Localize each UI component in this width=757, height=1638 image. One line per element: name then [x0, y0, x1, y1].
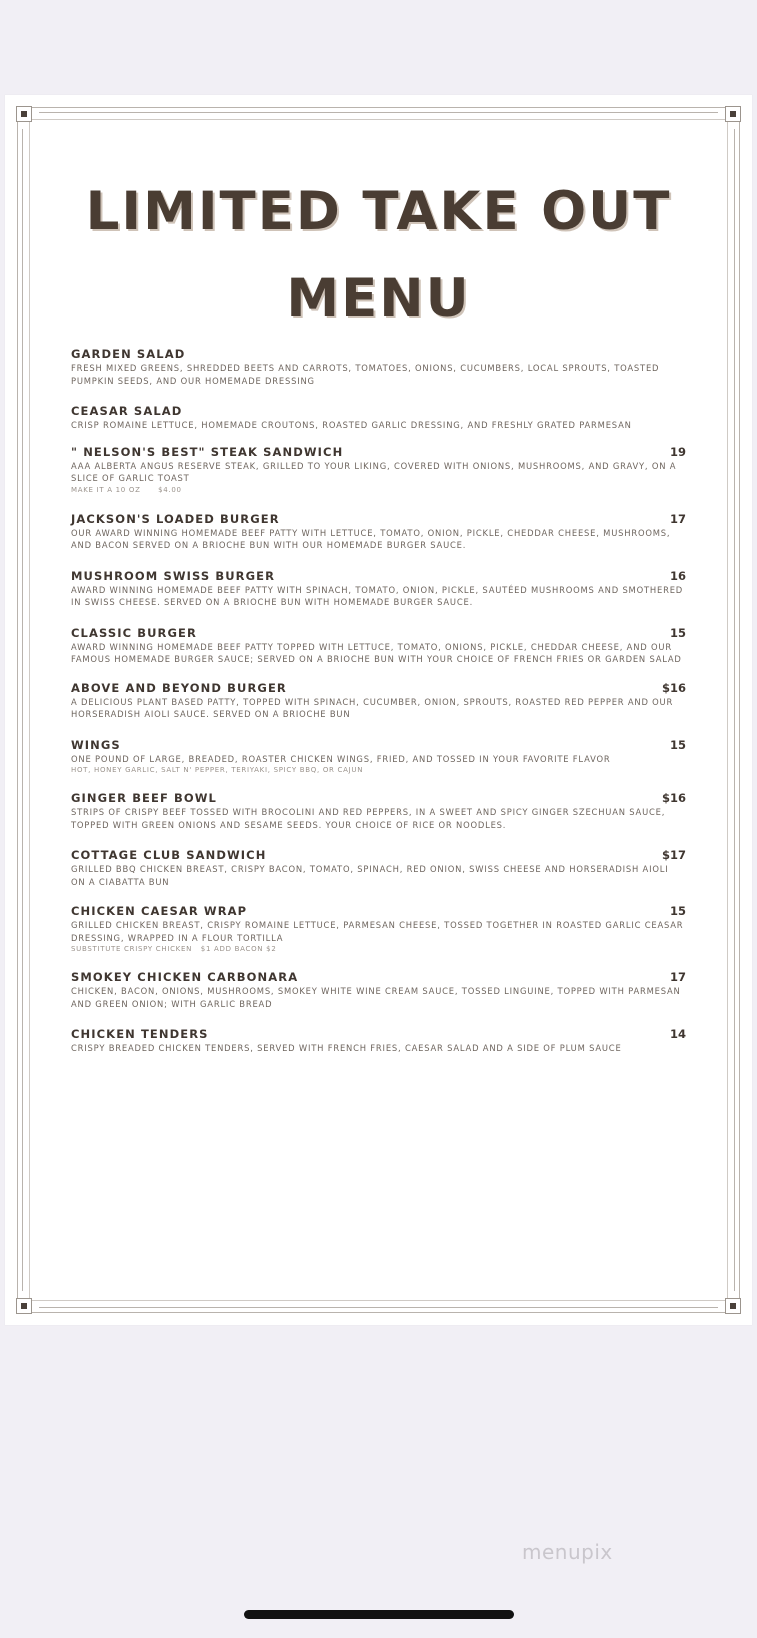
menu-item-description: FRESH MIXED GREENS, SHREDDED BEETS AND CARROTS, TOMATOES, ONIONS, CUCUMBERS, LOCAL SPROUTS, TOASTED PUMPKIN SEEDS, AND OUR HOMEMADE DRESSING — [71, 363, 660, 386]
menu-item — [71, 626, 686, 666]
menu-item-name: SMOKEY CHICKEN CARBONARA — [71, 970, 299, 984]
menu-item-header — [71, 848, 686, 863]
menu-item — [71, 512, 686, 552]
menu-title-line-2: MENU — [286, 268, 471, 329]
menu-item — [71, 970, 686, 1010]
menu-item — [71, 404, 686, 432]
menu-item-header — [71, 738, 686, 753]
menu-item-name: JACKSON'S LOADED BURGER — [71, 511, 280, 526]
watermark: menupix — [522, 1540, 613, 1564]
corner-ornament-top-left — [16, 106, 32, 122]
menu-item-name: CLASSIC BURGER — [71, 625, 197, 640]
menu-item-name: " NELSON'S BEST" STEAK SANDWICH — [71, 444, 344, 459]
menu-item — [71, 347, 686, 387]
menu-page — [5, 95, 752, 1325]
menu-item-extra-option: HOT, HONEY GARLIC, SALT N' PEPPER, TERIYAKI, SPICY BBQ, OR CAJUN — [71, 766, 364, 774]
home-indicator — [244, 1610, 514, 1619]
menu-item-name: MUSHROOM SWISS BURGER — [71, 568, 276, 583]
menu-item-description: CRISP ROMAINE LETTUCE, HOMEMADE CROUTONS, ROASTED GARLIC DRESSING, AND FRESHLY GRATED PARMESAN — [71, 420, 632, 430]
menu-item-header — [71, 347, 686, 362]
corner-ornament-bottom-right — [725, 1298, 741, 1314]
menu-title-line-1: LIMITED TAKE OUT — [85, 181, 672, 242]
menu-item — [71, 738, 686, 777]
menu-item — [71, 681, 686, 721]
menu-item-price: 15 — [669, 904, 686, 918]
menu-item-header — [71, 681, 686, 696]
menu-item-header — [71, 445, 686, 460]
menu-item-header — [71, 1027, 686, 1042]
menu-item-price: $16 — [661, 680, 686, 695]
menu-item-header — [71, 904, 686, 919]
menu-item-price: 15 — [669, 625, 686, 640]
menu-item-price: $17 — [661, 848, 686, 862]
menu-item-price: 15 — [669, 737, 686, 752]
menu-item-price: 19 — [669, 444, 686, 459]
menu-item-name: CHICKEN CAESAR WRAP — [71, 904, 248, 918]
menu-item-price: 14 — [669, 1027, 686, 1041]
menu-item-name: COTTAGE CLUB SANDWICH — [71, 848, 267, 862]
menu-item-header — [71, 626, 686, 641]
menu-item-name: CHICKEN TENDERS — [71, 1027, 209, 1041]
menu-item — [71, 791, 686, 831]
menu-item-name: CEASAR SALAD — [71, 404, 183, 418]
menu-item-price: $16 — [661, 791, 686, 805]
menu-item-header — [71, 970, 686, 985]
menu-item-name: GINGER BEEF BOWL — [71, 791, 217, 805]
menu-item-price: 16 — [669, 568, 686, 583]
menu-item-description: STRIPS OF CRISPY BEEF TOSSED WITH BROCOLINI AND RED PEPPERS, IN A SWEET AND SPICY GINGER SZECHUAN SAUCE, TOPPED WITH GREEN ONIONS AND SESAME SEEDS. YOUR CHOICE OF RICE OR NOODLES. — [71, 807, 666, 830]
menu-item-description: CHICKEN, BACON, ONIONS, MUSHROOMS, SMOKEY WHITE WINE CREAM SAUCE, TOSSED LINGUINE, TOPPED WITH PARMESAN AND GREEN ONION; WITH GARLIC BREAD — [71, 986, 681, 1009]
menu-item-description: CRISPY BREADED CHICKEN TENDERS, SERVED WITH FRENCH FRIES, CAESAR SALAD AND A SIDE OF PLUM SAUCE — [71, 1043, 622, 1053]
menu-item-extra-option: MAKE IT A 10 OZ $4.00 — [71, 485, 182, 494]
menu-item-description: AWARD WINNING HOMEMADE BEEF PATTY WITH SPINACH, TOMATO, ONION, PICKLE, SAUTÉED MUSHROOMS AND SMOTHERED IN SWISS CHEESE. SERVED ON A BRIOCHE BUN WITH HOMEMADE BURGER SAUCE. — [71, 584, 684, 607]
menu-item — [71, 1027, 686, 1055]
menu-item — [71, 569, 686, 609]
menu-item-header — [71, 512, 686, 527]
menu-items-list — [71, 347, 686, 1055]
menu-item-header — [71, 569, 686, 584]
menu-item-header — [71, 791, 686, 806]
menu-item-description: GRILLED CHICKEN BREAST, CRISPY ROMAINE LETTUCE, PARMESAN CHEESE, TOSSED TOGETHER IN ROASTED GARLIC CEASAR DRESSING, WRAPPED IN A FLOUR TORTILLA — [71, 920, 684, 943]
menu-title — [5, 168, 752, 342]
menu-item-price: 17 — [669, 970, 686, 984]
menu-item-description: AWARD WINNING HOMEMADE BEEF PATTY TOPPED WITH LETTUCE, TOMATO, ONIONS, PICKLE, CHEDDAR CHEESE, AND OUR FAMOUS HOMEMADE BURGER SAUCE; SERVED ON A BRIOCHE BUN WITH YOUR CHOICE OF FRENCH FRIES OR GARDEN SALAD — [71, 641, 682, 664]
corner-ornament-top-right — [725, 106, 741, 122]
menu-item-name: ABOVE AND BEYOND BURGER — [71, 680, 287, 695]
frame-bottom-line — [39, 1307, 718, 1308]
menu-item — [71, 445, 686, 496]
menu-item-header — [71, 404, 686, 419]
menu-item — [71, 848, 686, 888]
menu-item-description: ONE POUND OF LARGE, BREADED, ROASTER CHICKEN WINGS, FRIED, AND TOSSED IN YOUR FAVORITE FLAVOR — [71, 753, 611, 764]
corner-ornament-bottom-left — [16, 1298, 32, 1314]
menu-item-description: GRILLED BBQ CHICKEN BREAST, CRISPY BACON, TOMATO, SPINACH, RED ONION, SWISS CHEESE AND HORSERADISH AIOLI ON A CIABATTA BUN — [71, 864, 669, 887]
frame-top-line — [39, 112, 718, 113]
menu-item-price: 17 — [669, 511, 686, 526]
menu-item-name: GARDEN SALAD — [71, 347, 186, 361]
menu-item-extra-option: SUBSTITUTE CRISPY CHICKEN $1 ADD BACON $2 — [71, 945, 277, 953]
menu-item — [71, 904, 686, 955]
menu-item-name: WINGS — [71, 737, 121, 752]
menu-item-description: A DELICIOUS PLANT BASED PATTY, TOPPED WITH SPINACH, CUCUMBER, ONION, SPROUTS, ROASTED RED PEPPER AND OUR HORSERADISH AIOLI SAUCE. SERVED ON A BRIOCHE BUN — [71, 696, 674, 719]
menu-item-description: OUR AWARD WINNING HOMEMADE BEEF PATTY WITH LETTUCE, TOMATO, ONION, PICKLE, CHEDDAR CHEESE, MUSHROOMS, AND BACON SERVED ON A BRIOCHE BUN WITH OUR HOMEMADE BURGER SAUCE. — [71, 527, 671, 550]
menu-item-description: AAA ALBERTA ANGUS RESERVE STEAK, GRILLED TO YOUR LIKING, COVERED WITH ONIONS, MUSHROOMS, AND GRAVY, ON A SLICE OF GARLIC TOAST — [71, 460, 677, 483]
